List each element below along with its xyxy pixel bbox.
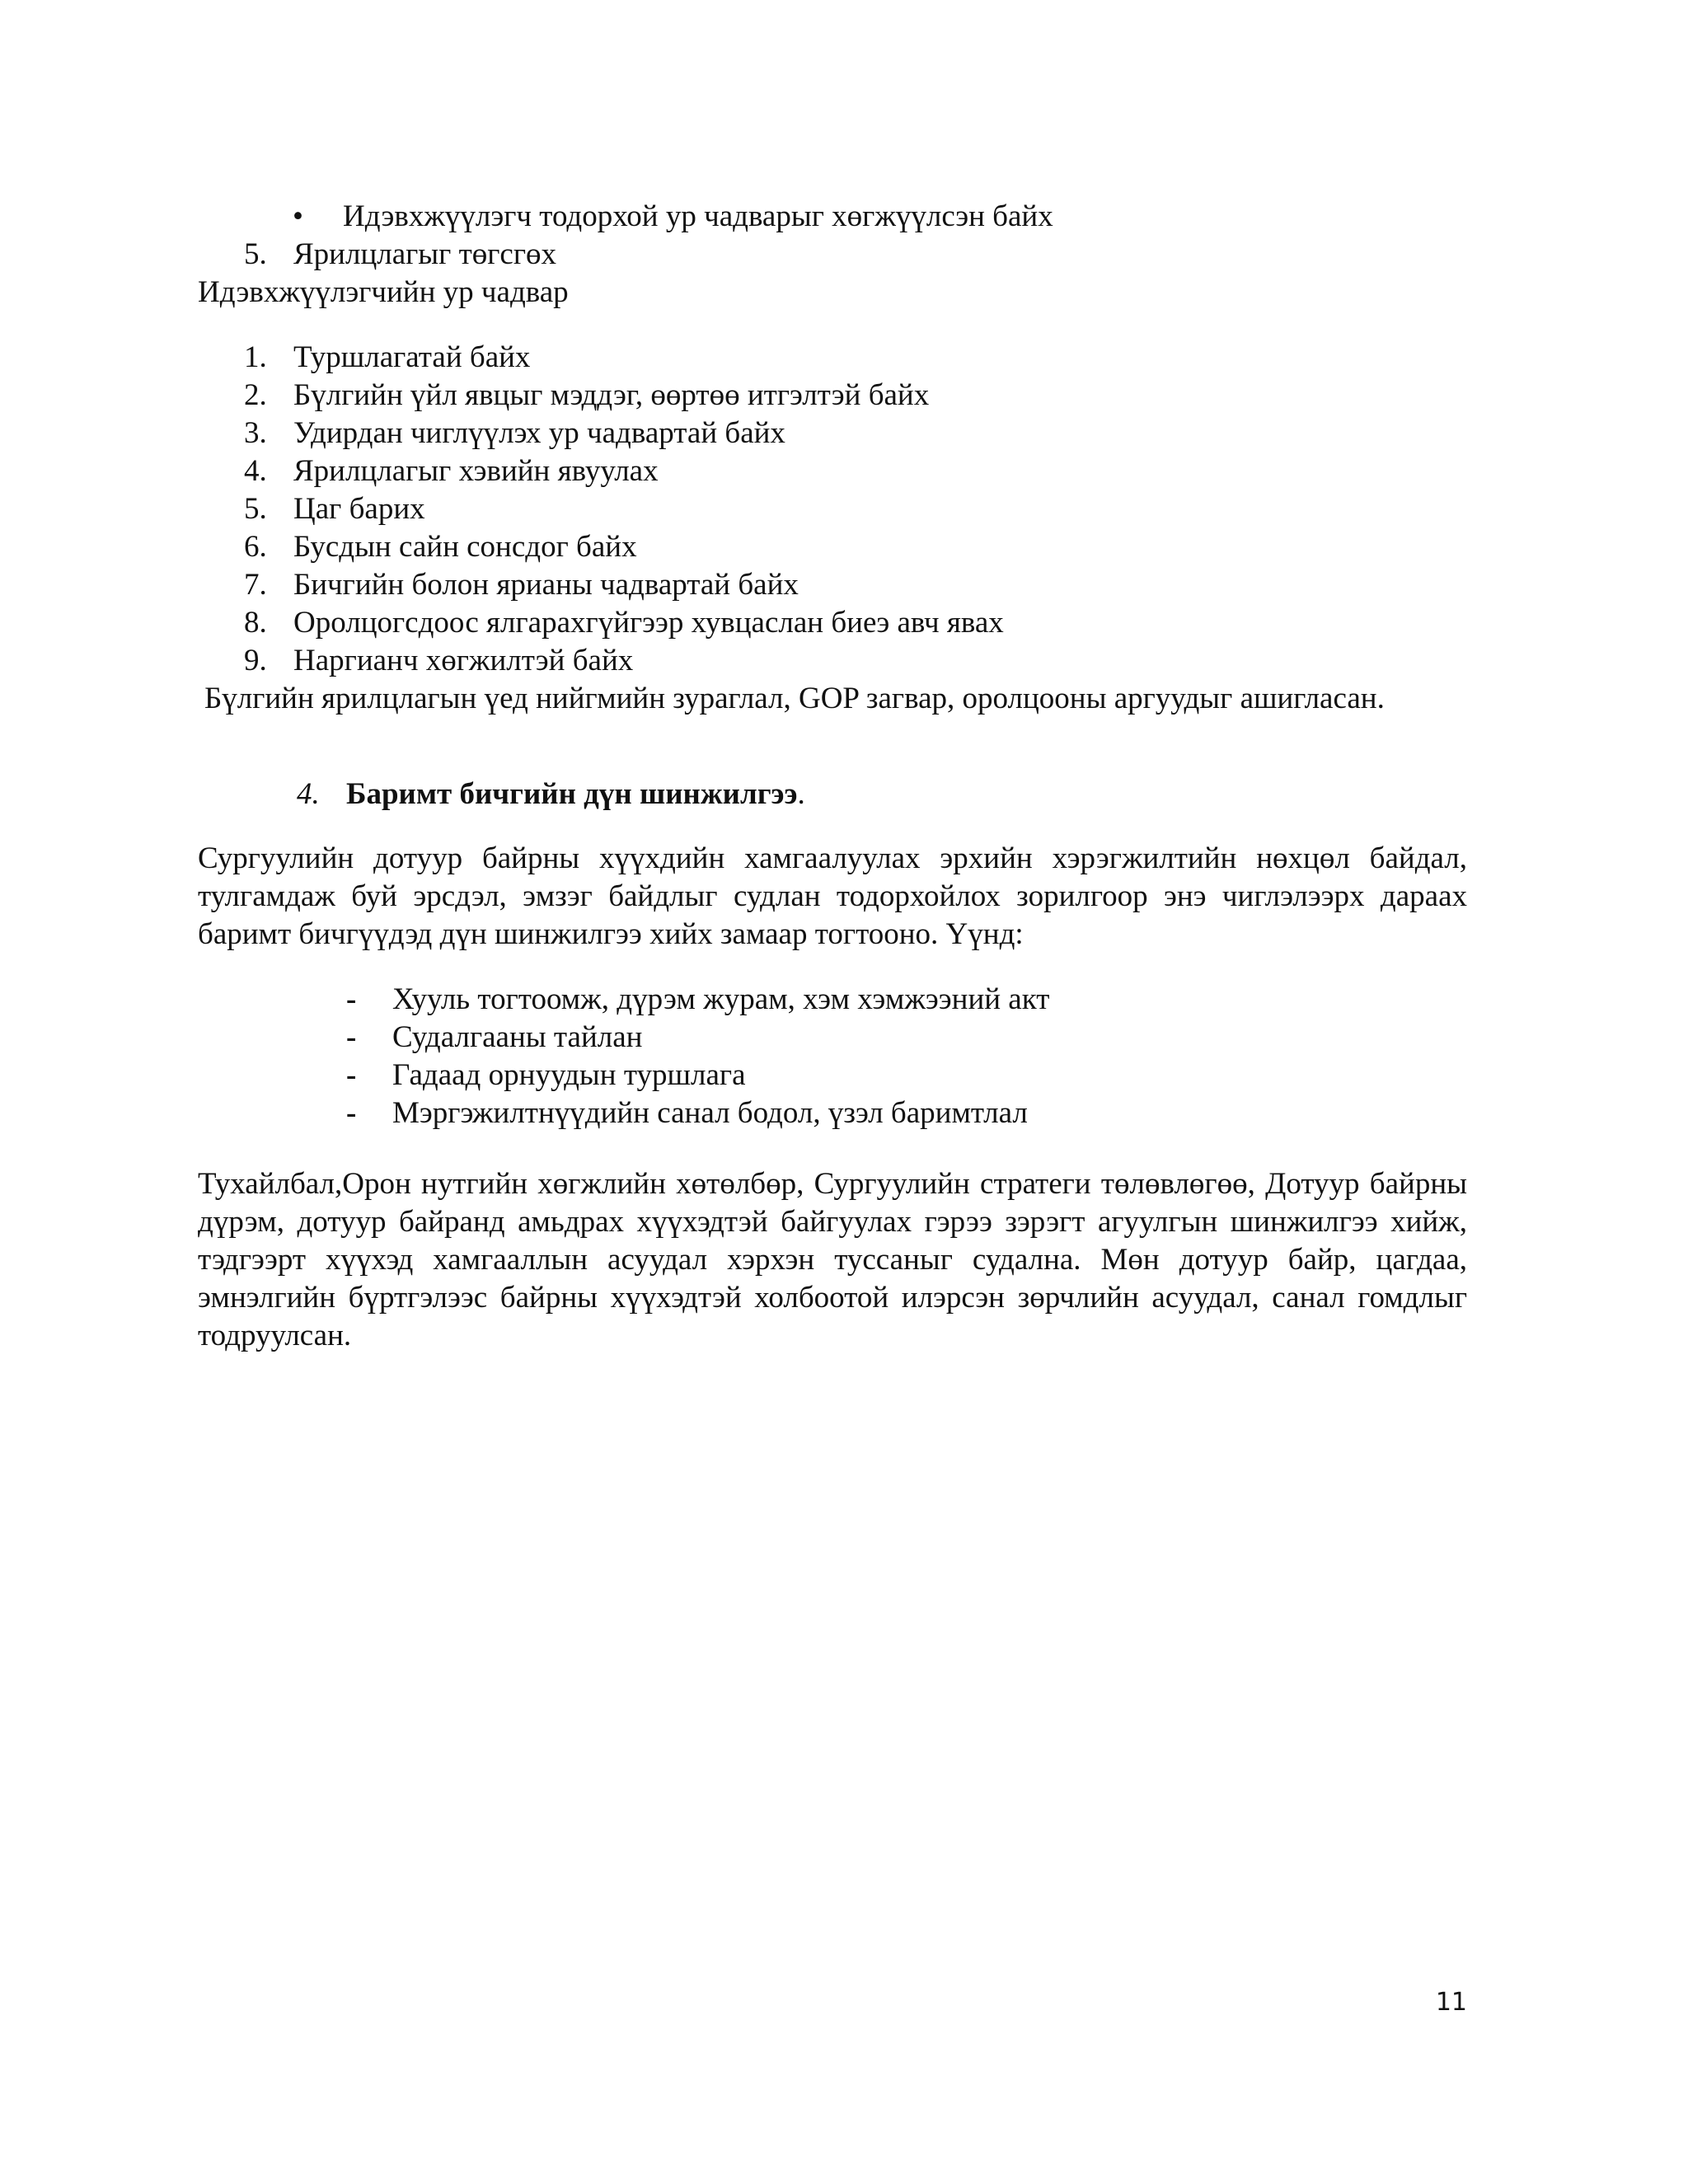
dash-item-text: Судалгааны тайлан	[392, 1020, 643, 1054]
list-item-number: 4.	[244, 454, 267, 488]
list-item-number: 8.	[244, 606, 267, 640]
section-title-period: .	[797, 777, 805, 811]
list-item-number: 9.	[244, 644, 267, 677]
list-item-number: 5.	[244, 492, 267, 526]
dash-marker: -	[346, 1096, 357, 1130]
list-item-text: Цаг барих	[293, 492, 425, 526]
bullet-marker: •	[293, 199, 303, 233]
paragraph-analysis: Тухайлбал,Орон нутгийн хөгжлийн хөтөлбөр, Сургуулийн стратеги төлөвлөгөө, Дотуур байрны дүрэм, дотуур байранд амьдрах хүүхэдтэй байгуулах гэрээ зэрэгт агуулгын шинжилгээ хийж, тэдгээрт хүүхэд хамгааллын асуудал хэрхэн туссаныг судална. Мөн дотуур байр, цагдаа, эмнэлгийн бүртгэлээс байрны хүүхэдтэй холбоотой илэрсэн зөрчлийн асуудал, санал гомдлыг тодруулсан.	[198, 1167, 1467, 1352]
list-item-text: Бусдын сайн сонсдог байх	[293, 530, 637, 564]
list-item-text: Бүлгийн үйл явцыг мэддэг, өөртөө итгэлтэй байх	[293, 378, 930, 412]
paragraph-intro: Сургуулийн дотуур байрны хүүхдийн хамгаалуулах эрхийн хэрэгжилтийн нөхцөл байдал, тулгамдаж буй эрсдэл, эмзэг байдлыг судлан тодорхойлох зорилгоор энэ чиглэлээрх дараах баримт бичгүүдэд дүн шинжилгээ хийх замаар тогтооно. Үүнд:	[198, 841, 1467, 951]
list-item-text: Туршлагатай байх	[293, 340, 531, 374]
list-item-number: 7.	[244, 568, 267, 602]
list-item-text: Ярилцлагыг хэвийн явуулах	[293, 454, 659, 488]
section-heading	[346, 776, 805, 813]
paragraph-methods: Бүлгийн ярилцлагын үед нийгмийн зураглал, GOP загвар, оролцооны аргуудыг ашигласан.	[204, 682, 1385, 715]
dash-item-text: Хууль тогтоомж, дүрэм журам, хэм хэмжээний акт	[392, 982, 1050, 1016]
top-list-number: 5.	[244, 237, 267, 271]
list-item-number: 6.	[244, 530, 267, 564]
list-item-text: Бичгийн болон ярианы чадвартай байх	[293, 568, 799, 602]
dash-marker: -	[346, 1020, 357, 1054]
page-number: 11	[1435, 1988, 1467, 2017]
dash-item-text: Гадаад орнуудын туршлага	[392, 1058, 746, 1092]
dash-item-text: Мэргэжилтнүүдийн санал бодол, үзэл баримтлал	[392, 1096, 1028, 1130]
skills-heading: Идэвхжүүлэгчийн ур чадвар	[198, 275, 569, 309]
bullet-item-text: Идэвхжүүлэгч тодорхой ур чадварыг хөгжүүлсэн байх	[343, 199, 1053, 233]
list-item-number: 2.	[244, 378, 267, 412]
list-item-text: Наргианч хөгжилтэй байх	[293, 644, 634, 677]
top-list-text: Ярилцлагыг төгсгөх	[293, 237, 557, 271]
list-item-text: Удирдан чиглүүлэх ур чадвартай байх	[293, 416, 785, 450]
dash-marker: -	[346, 1058, 357, 1092]
section-number: 4.	[297, 777, 320, 811]
list-item-number: 1.	[244, 340, 267, 374]
list-item-text: Оролцогсдоос ялгарахгүйгээр хувцаслан биеэ авч явах	[293, 606, 1004, 640]
list-item-number: 3.	[244, 416, 267, 450]
dash-marker: -	[346, 982, 357, 1016]
section-title: Баримт бичгийн дүн шинжилгээ	[346, 777, 798, 811]
